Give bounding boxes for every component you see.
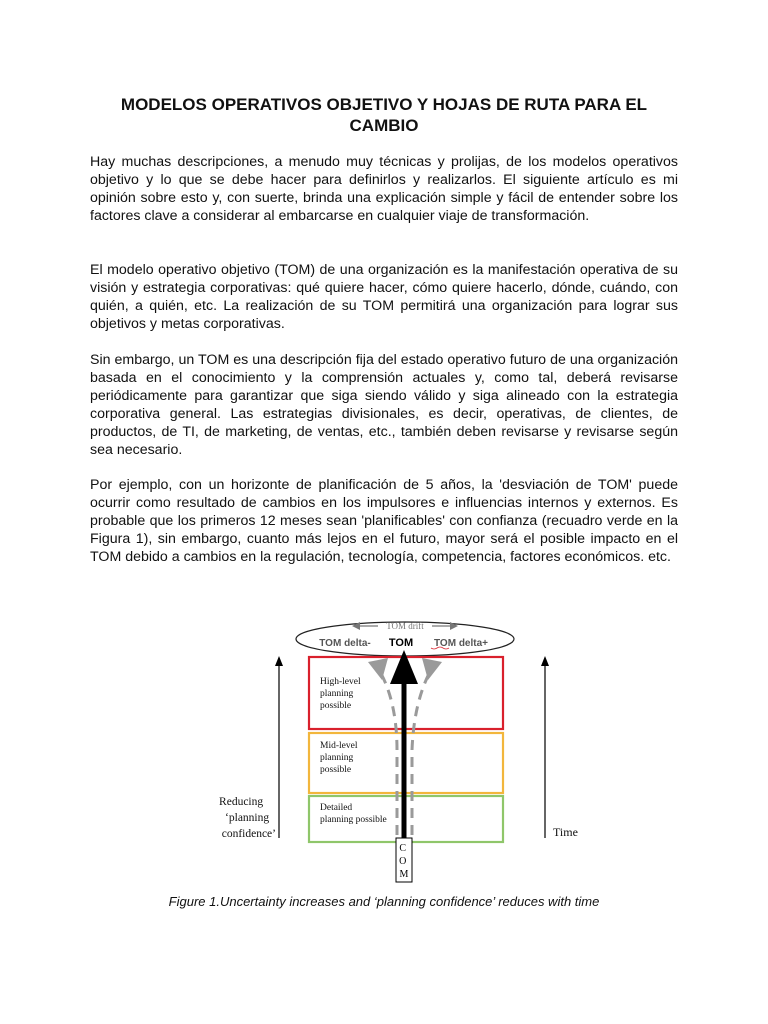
time-label: Time: [553, 825, 578, 839]
gray-left-dashed-arrow: [378, 668, 397, 835]
confidence-arrowhead: [275, 656, 283, 666]
paragraph-2: El modelo operativo objetivo (TOM) de una organización es la manifestación operativa de su visión y estrategia corporativas: qué quiere hacer, cómo quiere hacerlo, dónde, cuándo, con quién, a quién, etc. La realización de su TOM permitirá una organización para lograr sus objetivos y metas corporativas.: [90, 262, 678, 332]
com-label: C O M: [399, 843, 409, 880]
detailed-label: Detailed planning possible: [320, 803, 387, 825]
paragraph-3: Sin embargo, un TOM es una descripción fija del estado operativo futuro de una organización basada en el conocimiento y la comprensión actuales y, como tal, deberá revisarse periódicamente para garantizar que siga siendo válido y siga alineado con la estrategia corporativa general. Las estrategias divisionales, es decir, operativas, de clientes, de productos, de TI, de marketing, de ventas, etc., también deben revisarse y revisarse según sea necesario.: [90, 352, 678, 458]
paragraph-4: Por ejemplo, con un horizonte de planificación de 5 años, la 'desviación de TOM' puede ocurrir como resultado de cambios en los impulsores e influencias internos y externos. Es probable que los primeros 12 meses sean 'planificables' con confianza (recuadro verde en la Figura 1), sin embargo, cuanto más lejos en el futuro, mayor será el posible impacto en el TOM debido a cambios en la regulación, tecnología, competencia, factores económicos. etc.: [90, 477, 678, 565]
paragraph-1: Hay muchas descripciones, a menudo muy técnicas y prolijas, de los modelos operativos objetivo y lo que se debe hacer para definirlos y realizarlos. El siguiente artículo es mi opinión sobre esto y, con suerte, brinda una explicación simple y fácil de entender sobre los factores clave a considerar al embarcarse en cualquier viaje de transformación.: [90, 154, 678, 224]
document-title: [90, 94, 678, 136]
main-black-arrowhead: [390, 650, 418, 684]
gray-left-arrowhead: [368, 658, 388, 680]
tom-delta-plus-label: TOM delta+: [434, 638, 488, 649]
mid-level-label: Mid-level planning possible: [320, 741, 358, 775]
gray-right-arrowhead: [422, 658, 442, 680]
high-level-label: High-level planning possible: [320, 677, 361, 711]
tom-label: TOM: [388, 637, 414, 649]
reducing-confidence-label: Reducing ‘planning confidence’: [219, 796, 276, 840]
title-line-2: CAMBIO: [349, 116, 419, 135]
figure-caption: Figure 1.Uncertainty increases and ‘planning confidence’ reduces with time: [168, 894, 600, 909]
figure-diagram: [200, 610, 600, 892]
title-line-1: MODELOS OPERATIVOS OBJETIVO Y HOJAS DE RUTA PARA EL: [120, 95, 648, 114]
gray-right-dashed-arrow: [412, 668, 432, 835]
tom-drift-label: TOM drift: [386, 621, 424, 631]
tom-delta-minus-label: TOM delta-: [319, 638, 371, 649]
time-arrowhead: [541, 656, 549, 666]
